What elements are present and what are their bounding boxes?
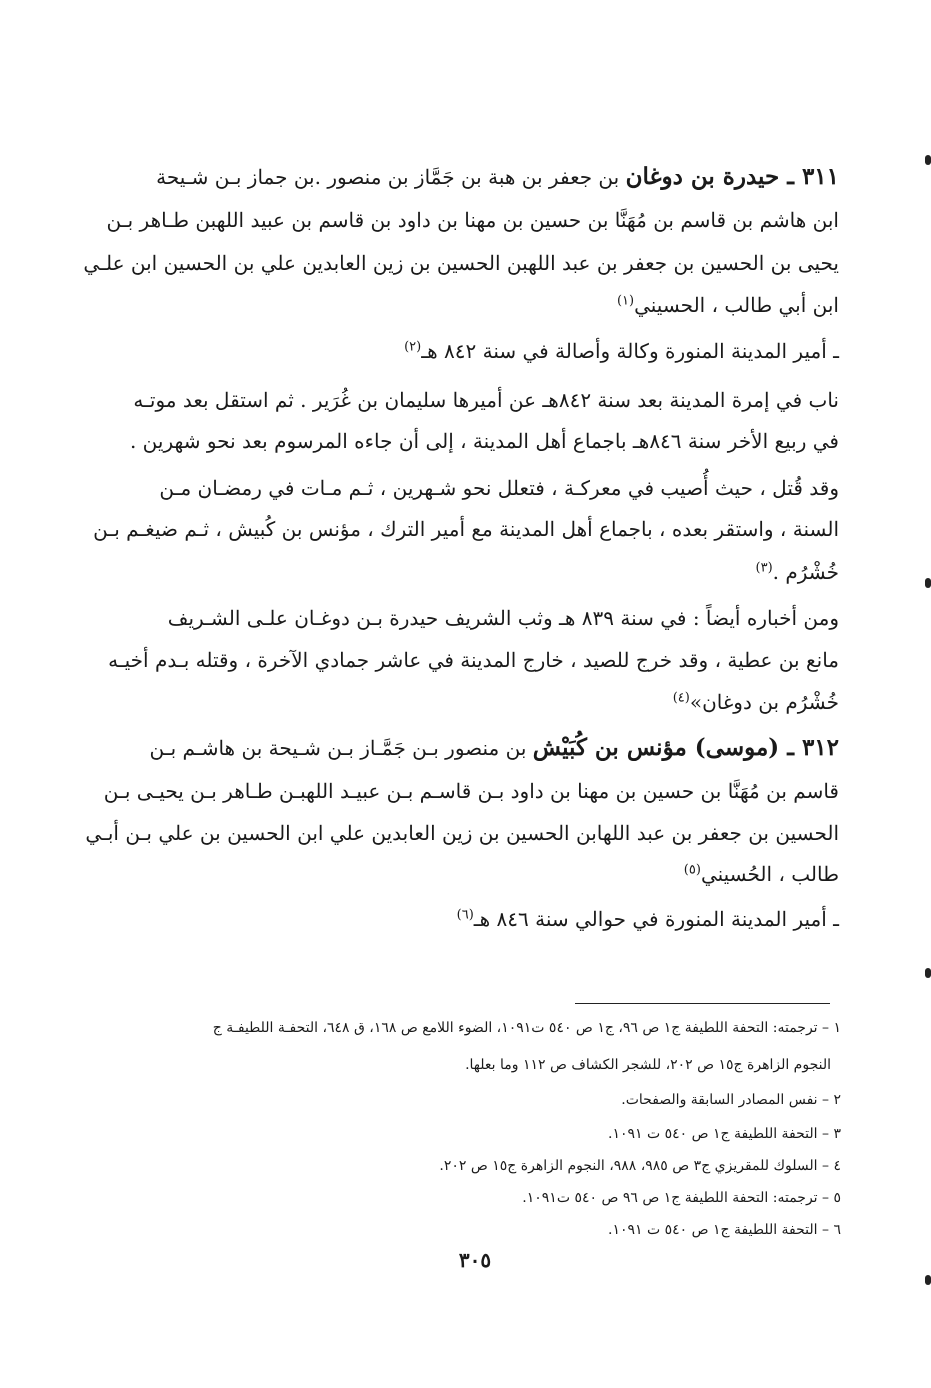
- footnote-1: ١ – ترجمته: التحفة اللطيفة ج١ ص ٩٦، ج١ ص ٥٤٠ ت١٠٩١، الضوء اللامع ص ١٦٨، ق ٦٤٨، التحفـة اللطيفـة ج: [212, 1020, 841, 1036]
- footnote-1-continued: النجوم الزاهرة ج١٥ ص ٢٠٢، للشجر الكشاف ص ١١٢ وما بعلها.: [465, 1057, 831, 1073]
- scan-edge-mark: [925, 1275, 931, 1285]
- entry-312-line-4: [684, 859, 839, 889]
- page-number: ٣٠٥: [458, 1248, 492, 1272]
- footnote-ref-2: (٢): [404, 339, 422, 355]
- entry-312-line-1: [139, 733, 839, 763]
- entry-312-office-text: ـ أمير المدينة المنورة في حوالي سنة ٨٤٦ هـ: [473, 907, 839, 931]
- scan-edge-mark: [925, 578, 931, 588]
- entry-311-para-3-end: خُشْرُم بن دوغان»: [689, 690, 839, 714]
- entry-312-line-2: قاسم بن مُهَنَّا بن حسين بن مهنا بن داود بـن قاسـم بـن عبيـد اللهبـن طـاهر بـن يحيـى بـن: [103, 779, 839, 803]
- entry-311-para-1-line-2: في ربيع الأخر سنة ٨٤٦هـ باجماع أهل المدينة ، إلى أن جاءه المرسوم بعد نحو شهرين .: [129, 429, 839, 453]
- footnote-3: ٣ – التحفة اللطيفة ج١ ص ٥٤٠ ت ١٠٩١.: [607, 1126, 841, 1142]
- footnote-6: ٦ – التحفة اللطيفة ج١ ص ٥٤٠ ت ١٠٩١.: [607, 1222, 841, 1238]
- footnote-ref-4: (٤): [672, 690, 690, 706]
- footnote-5: ٥ – ترجمته: التحفة اللطيفة ج١ ص ٩٦ ص ٥٤٠ ت١٠٩١.: [522, 1190, 841, 1206]
- entry-312-heading: ٣١٢ ـ (موسى) مؤنس بن كُبَيْش: [532, 734, 839, 761]
- footnote-ref-6: (٦): [456, 907, 474, 923]
- entry-311-para-2-line-1: وقد قُتل ، حيث أُصيب في معركـة ، فتعلل نحو شـهرين ، ثـم مـات في رمضـان مـن: [159, 476, 839, 500]
- entry-311-line-3: يحيى بن الحسين بن جعفر بن عبد اللهبن الحسين بن زين العابدين علي بن الحسين ابن علـي: [83, 251, 839, 275]
- entry-311-line-2: ابن هاشم بن قاسم بن مُهَنَّا بن حسين بن مهنا بن داود بن قاسم بن عبيد اللهبن طـاهر بـن: [106, 208, 839, 232]
- entry-311-line-4: [617, 290, 839, 320]
- footnote-divider: [575, 1003, 830, 1004]
- scan-edge-mark: [925, 155, 931, 165]
- footnote-2: ٢ – نفس المصادر السابقة والصفحات.: [621, 1092, 841, 1108]
- entry-312-office: [457, 904, 839, 934]
- footnote-ref-1: (١): [616, 293, 635, 309]
- scan-edge-mark: [925, 968, 931, 978]
- footnote-ref-5: (٥): [683, 862, 701, 878]
- entry-312-line-3: الحسين بن جعفر بن عبد اللهابن الحسين بن زين العابدين علي ابن الحسين بن علي بـن أبـي: [85, 821, 839, 845]
- footnote-4: ٤ – السلوك للمقريزي ج٣ ص ٩٨٥، ٩٨٨، النجوم الزاهرة ج١٥ ص ٢٠٢.: [439, 1158, 841, 1174]
- entry-311-heading: ٣١١ ـ حيدرة بن دوغان: [625, 163, 839, 190]
- entry-312-lineage-end: طالب ، الحُسيني: [700, 862, 839, 886]
- entry-311-line-1: [139, 162, 839, 192]
- entry-311-para-3-line-3: [673, 687, 839, 717]
- entry-311-para-2-line-3: [756, 557, 839, 587]
- entry-311-office: [404, 336, 839, 366]
- entry-311-para-1-line-1: ناب في إمرة المدينة بعد سنة ٨٤٢هـ عن أميرها سليمان بن غُرَير . ثم استقل بعد موتـه: [133, 388, 839, 412]
- entry-311-para-3-line-1: ومن أخباره أيضاً : في سنة ٨٣٩ هـ وثب الشريف حيدرة بـن دوغـان علـى الشـريف: [167, 606, 839, 630]
- entry-311-lineage-1: بن جعفر بن هبة بن جَمَّاز بن منصور .بن جماز بـن شـيحة: [156, 165, 626, 189]
- entry-312-lineage-1: بن منصور بـن جَمَّـاز بـن شـيحة بن هاشـم بـن: [149, 736, 533, 760]
- footnote-ref-3: (٣): [755, 560, 773, 576]
- entry-311-para-3-line-2: مانع بن عطية ، وقد خرج للصيد ، خارج المدينة في عاشر جمادي الآخرة ، وقتله بـدم أخيـه: [108, 648, 839, 672]
- entry-311-para-2-line-2: السنة ، واستقر بعده ، باجماع أهل المدينة مع أمير الترك ، مؤنس بن كُبيش ، ثـم ضيغـم بـن: [93, 517, 839, 541]
- entry-311-office-text: ـ أمير المدينة المنورة وكالة وأصالة في سنة ٨٤٢ هـ: [421, 339, 839, 363]
- entry-311-para-2-end: خُشْرُم .: [772, 560, 839, 584]
- entry-311-lineage-end: ابن أبي طالب ، الحسيني: [634, 293, 839, 317]
